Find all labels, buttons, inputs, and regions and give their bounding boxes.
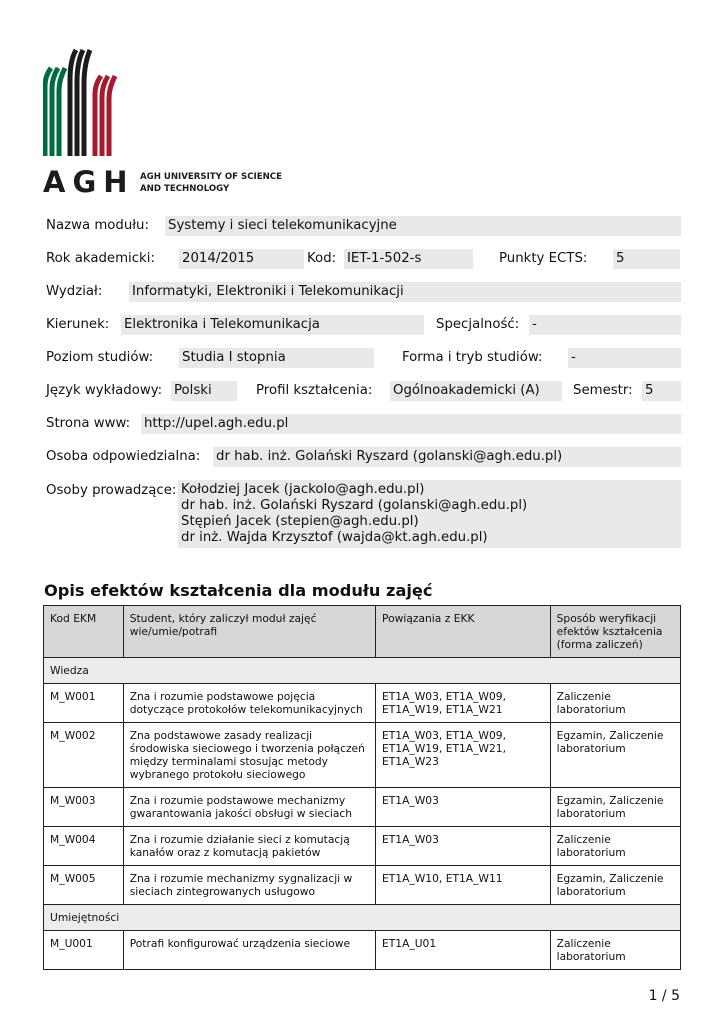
cell-desc: Zna i rozumie mechanizmy sygnalizacji w sieciach zintegrowanych usługowo (123, 866, 375, 905)
ects-label: Punkty ECTS: (499, 251, 588, 266)
agh-logo-emblem (43, 46, 123, 158)
cell-links: ET1A_W03, ET1A_W09, ET1A_W19, ET1A_W21 (376, 684, 551, 723)
cell-links: ET1A_W10, ET1A_W11 (376, 866, 551, 905)
university-name-line1: AGH UNIVERSITY OF SCIENCE (140, 172, 282, 182)
cell-links: ET1A_W03 (376, 827, 551, 866)
code-label: Kod: (307, 251, 337, 266)
teachers-list (178, 480, 681, 548)
module-name-value: Systemy i sieci telekomunikacyjne (165, 216, 681, 236)
website-label: Strona www: (46, 416, 131, 431)
responsible-person-label: Osoba odpowiedzialna: (46, 449, 201, 464)
teacher-item: Kołodziej Jacek (jackolo@agh.edu.pl) (181, 482, 425, 497)
section-label: Umiejętności (44, 905, 681, 931)
study-mode-label: Forma i tryb studiów: (402, 350, 543, 365)
page-number: 1 / 5 (648, 988, 680, 1004)
specialty-label: Specjalność: (436, 317, 520, 332)
language-value: Polski (171, 381, 237, 401)
cell-verify: Egzamin, Zaliczenie laboratorium (550, 866, 680, 905)
profile-label: Profil kształcenia: (256, 383, 373, 398)
code-value: IET-1-502-s (344, 249, 473, 269)
cell-code: M_W004 (44, 827, 124, 866)
specialty-value: - (529, 315, 681, 335)
section-row-skills (44, 905, 681, 931)
language-label: Język wykładowy: (46, 383, 163, 398)
responsible-person-value: dr hab. inż. Golański Ryszard (golanski@agh.edu.pl) (213, 447, 681, 467)
cell-code: M_U001 (44, 931, 124, 970)
table-row (44, 931, 681, 970)
cell-code: M_W002 (44, 723, 124, 788)
study-level-label: Poziom studiów: (46, 350, 154, 365)
profile-value: Ogólnoakademicki (A) (390, 381, 562, 401)
cell-code: M_W003 (44, 788, 124, 827)
teacher-item: dr hab. inż. Golański Ryszard (golanski@agh.edu.pl) (181, 498, 528, 513)
header-student: Student, który zaliczył moduł zajęć wie/umie/potrafi (123, 606, 375, 658)
academic-year-label: Rok akademicki: (46, 251, 155, 266)
faculty-label: Wydział: (46, 284, 103, 299)
website-value: http://upel.agh.edu.pl (141, 414, 681, 434)
cell-links: ET1A_W03 (376, 788, 551, 827)
cell-verify: Egzamin, Zaliczenie laboratorium (550, 723, 680, 788)
study-mode-value: - (568, 348, 681, 368)
teacher-item: Stępień Jacek (stepien@agh.edu.pl) (181, 514, 419, 529)
section-label: Wiedza (44, 658, 681, 684)
university-name (140, 171, 282, 195)
faculty-value: Informatyki, Elektroniki i Telekomunikacji (129, 282, 681, 302)
table-row (44, 684, 681, 723)
cell-desc: Potrafi konfigurować urządzenia sieciowe (123, 931, 375, 970)
academic-year-value: 2014/2015 (179, 249, 304, 269)
cell-code: M_W005 (44, 866, 124, 905)
cell-verify: Zaliczenie laboratorium (550, 684, 680, 723)
header-verification: Sposób weryfikacji efektów kształcenia (forma zaliczeń) (550, 606, 680, 658)
cell-verify: Zaliczenie laboratorium (550, 827, 680, 866)
table-header-row (44, 606, 681, 658)
cell-desc: Zna i rozumie podstawowe pojęcia dotyczące protokołów telekomunikacyjnych (123, 684, 375, 723)
cell-desc: Zna i rozumie podstawowe mechanizmy gwarantowania jakości obsługi w sieciach (123, 788, 375, 827)
cell-verify: Zaliczenie laboratorium (550, 931, 680, 970)
semester-value: 5 (642, 381, 681, 401)
table-row (44, 723, 681, 788)
agh-logo-letters: AGH (43, 165, 135, 199)
university-name-line2: AND TECHNOLOGY (140, 184, 230, 194)
table-row (44, 827, 681, 866)
header-code: Kod EKM (44, 606, 124, 658)
cell-verify: Egzamin, Zaliczenie laboratorium (550, 788, 680, 827)
section-row-knowledge (44, 658, 681, 684)
outcomes-table (43, 605, 681, 970)
table-row (44, 788, 681, 827)
table-row (44, 866, 681, 905)
cell-desc: Zna podstawowe zasady realizacji środowiska sieciowego i tworzenia połączeń między terminalami stosując metody wybranego protokołu sieciowego (123, 723, 375, 788)
teachers-label: Osoby prowadzące: (46, 483, 177, 498)
header-links: Powiązania z EKK (376, 606, 551, 658)
outcomes-heading: Opis efektów kształcenia dla modułu zajęć (44, 581, 433, 600)
field-value: Elektronika i Telekomunikacja (121, 315, 424, 335)
module-name-label: Nazwa modułu: (46, 218, 149, 233)
ects-value: 5 (613, 249, 680, 269)
study-level-value: Studia I stopnia (179, 348, 374, 368)
field-label: Kierunek: (46, 317, 110, 332)
cell-code: M_W001 (44, 684, 124, 723)
cell-links: ET1A_W03, ET1A_W09, ET1A_W19, ET1A_W21, ET1A_W23 (376, 723, 551, 788)
cell-links: ET1A_U01 (376, 931, 551, 970)
cell-desc: Zna i rozumie działanie sieci z komutacją kanałów oraz z komutacją pakietów (123, 827, 375, 866)
semester-label: Semestr: (573, 383, 633, 398)
teacher-item: dr inż. Wajda Krzysztof (wajda@kt.agh.edu.pl) (181, 530, 488, 545)
